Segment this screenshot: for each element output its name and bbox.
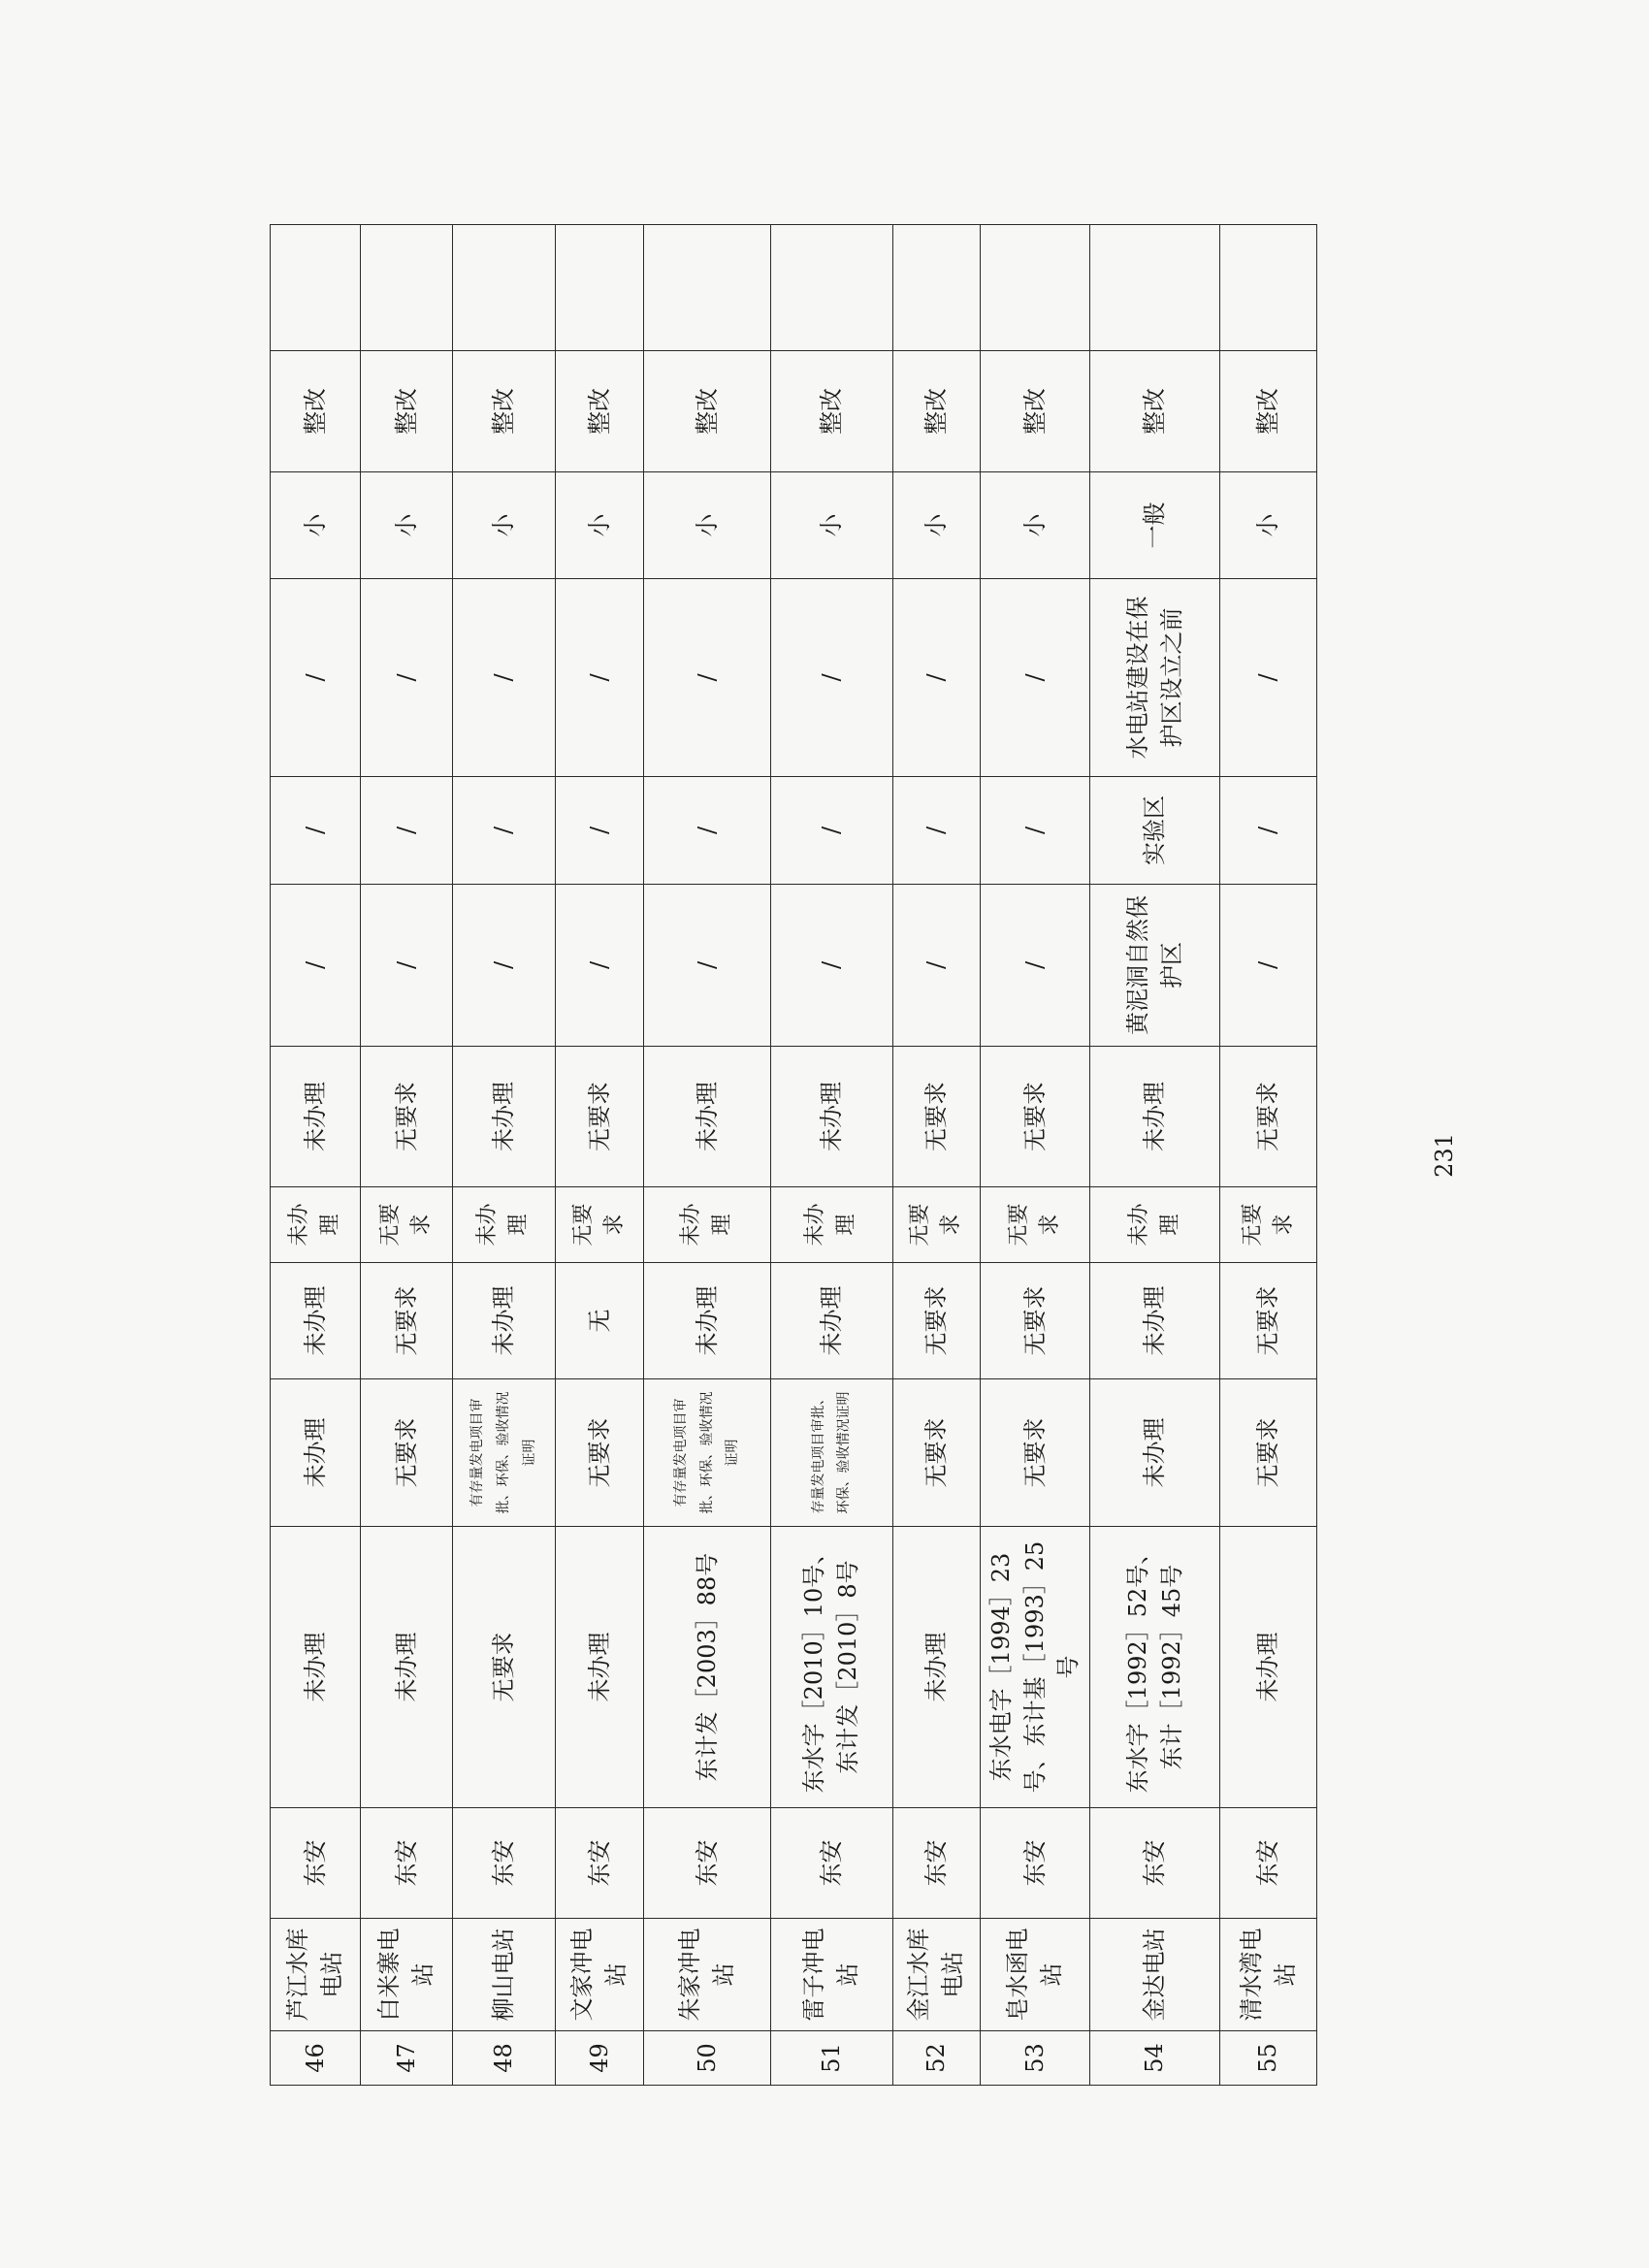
station-name: 皂水函电站 <box>980 1919 1090 2031</box>
env-assessment: 未办理 <box>770 1263 892 1379</box>
generation-permit: 有存量发电项目审批、环保、验收情况证明 <box>452 1379 555 1527</box>
remark: / <box>1220 579 1317 777</box>
page-number: 231 <box>1430 1133 1458 1178</box>
water-permit: 无要求 <box>892 1047 980 1187</box>
protected-area: / <box>1220 885 1317 1047</box>
zone: / <box>892 777 980 885</box>
county: 东安 <box>271 1808 361 1919</box>
county: 东安 <box>980 1808 1090 1919</box>
water-permit: 无要求 <box>555 1047 643 1187</box>
action: 整改 <box>770 351 892 472</box>
action: 整改 <box>892 351 980 472</box>
approval-document: 东水字［2010］10号、东计发［2010］8号 <box>770 1527 892 1808</box>
station-name: 文家冲电站 <box>555 1919 643 2031</box>
remark: / <box>644 579 771 777</box>
remark: / <box>452 579 555 777</box>
scale: 小 <box>892 472 980 579</box>
note <box>452 225 555 351</box>
approval-document: 未办理 <box>555 1527 643 1808</box>
action: 整改 <box>644 351 771 472</box>
note <box>644 225 771 351</box>
generation-permit: 无要求 <box>980 1379 1090 1527</box>
approval-document: 未办理 <box>1220 1527 1317 1808</box>
county: 东安 <box>452 1808 555 1919</box>
water-permit: 无要求 <box>1220 1047 1317 1187</box>
action: 整改 <box>555 351 643 472</box>
water-permit: 无要求 <box>361 1047 452 1187</box>
env-assessment: 未办理 <box>271 1263 361 1379</box>
zone: / <box>361 777 452 885</box>
approval-document: 无要求 <box>452 1527 555 1808</box>
action: 整改 <box>452 351 555 472</box>
remark: / <box>361 579 452 777</box>
scale: 小 <box>452 472 555 579</box>
note <box>892 225 980 351</box>
row-number: 47 <box>361 2031 452 2086</box>
env-acceptance: 未办理 <box>644 1187 771 1263</box>
row-number: 52 <box>892 2031 980 2086</box>
row-number: 51 <box>770 2031 892 2086</box>
remark: / <box>980 579 1090 777</box>
station-name: 柳山电站 <box>452 1919 555 2031</box>
scale: 小 <box>644 472 771 579</box>
county: 东安 <box>770 1808 892 1919</box>
row-number: 53 <box>980 2031 1090 2086</box>
note <box>271 225 361 351</box>
env-acceptance: 未办理 <box>1090 1187 1220 1263</box>
env-assessment: 无要求 <box>980 1263 1090 1379</box>
table-row <box>980 225 1090 2086</box>
remark: / <box>555 579 643 777</box>
row-number: 50 <box>644 2031 771 2086</box>
station-name: 清水湾电站 <box>1220 1919 1317 2031</box>
env-assessment: 无要求 <box>361 1263 452 1379</box>
generation-permit: 无要求 <box>555 1379 643 1527</box>
protected-area: / <box>892 885 980 1047</box>
water-permit: 未办理 <box>644 1047 771 1187</box>
action: 整改 <box>1220 351 1317 472</box>
action: 整改 <box>361 351 452 472</box>
station-name: 朱家冲电站 <box>644 1919 771 2031</box>
note <box>555 225 643 351</box>
hydropower-station-table <box>270 224 1317 2086</box>
county: 东安 <box>555 1808 643 1919</box>
zone: 实验区 <box>1090 777 1220 885</box>
note <box>361 225 452 351</box>
row-number: 55 <box>1220 2031 1317 2086</box>
zone: / <box>644 777 771 885</box>
zone: / <box>555 777 643 885</box>
table-row <box>892 225 980 2086</box>
zone: / <box>980 777 1090 885</box>
table-row <box>1220 225 1317 2086</box>
scale: 小 <box>271 472 361 579</box>
env-acceptance: 无要求 <box>980 1187 1090 1263</box>
protected-area: / <box>271 885 361 1047</box>
protected-area: / <box>770 885 892 1047</box>
action: 整改 <box>980 351 1090 472</box>
table-row <box>770 225 892 2086</box>
water-permit: 无要求 <box>980 1047 1090 1187</box>
env-assessment: 无要求 <box>892 1263 980 1379</box>
env-acceptance: 未办理 <box>271 1187 361 1263</box>
water-permit: 未办理 <box>1090 1047 1220 1187</box>
remark: / <box>271 579 361 777</box>
action: 整改 <box>1090 351 1220 472</box>
env-acceptance: 未办理 <box>452 1187 555 1263</box>
env-acceptance: 未办理 <box>770 1187 892 1263</box>
action: 整改 <box>271 351 361 472</box>
generation-permit: 无要求 <box>892 1379 980 1527</box>
row-number: 48 <box>452 2031 555 2086</box>
station-name: 白米寨电站 <box>361 1919 452 2031</box>
env-assessment: 未办理 <box>452 1263 555 1379</box>
county: 东安 <box>1220 1808 1317 1919</box>
generation-permit: 无要求 <box>361 1379 452 1527</box>
zone: / <box>770 777 892 885</box>
protected-area: / <box>555 885 643 1047</box>
row-number: 49 <box>555 2031 643 2086</box>
station-name: 金达电站 <box>1090 1919 1220 2031</box>
approval-document: 未办理 <box>361 1527 452 1808</box>
table-row <box>644 225 771 2086</box>
env-acceptance: 无要求 <box>555 1187 643 1263</box>
row-number: 46 <box>271 2031 361 2086</box>
approval-document: 未办理 <box>271 1527 361 1808</box>
protected-area: 黄泥洞自然保护区 <box>1090 885 1220 1047</box>
protected-area: / <box>644 885 771 1047</box>
scale: 小 <box>555 472 643 579</box>
protected-area: / <box>361 885 452 1047</box>
station-name: 雷子冲电站 <box>770 1919 892 2031</box>
county: 东安 <box>892 1808 980 1919</box>
note <box>1090 225 1220 351</box>
county: 东安 <box>1090 1808 1220 1919</box>
approval-document: 东水字［1992］52号、东计［1992］45号 <box>1090 1527 1220 1808</box>
water-permit: 未办理 <box>770 1047 892 1187</box>
remark: / <box>770 579 892 777</box>
county: 东安 <box>361 1808 452 1919</box>
note <box>770 225 892 351</box>
env-acceptance: 无要求 <box>892 1187 980 1263</box>
approval-document: 东水电字［1994］23号、东计基［1993］25号 <box>980 1527 1090 1808</box>
scale: 小 <box>770 472 892 579</box>
scale: 一般 <box>1090 472 1220 579</box>
water-permit: 未办理 <box>271 1047 361 1187</box>
row-number: 54 <box>1090 2031 1220 2086</box>
table-row <box>361 225 452 2086</box>
env-assessment: 无 <box>555 1263 643 1379</box>
scale: 小 <box>980 472 1090 579</box>
table-row <box>452 225 555 2086</box>
generation-permit: 无要求 <box>1220 1379 1317 1527</box>
generation-permit: 未办理 <box>271 1379 361 1527</box>
approval-document: 东计发［2003］88号 <box>644 1527 771 1808</box>
generation-permit: 未办理 <box>1090 1379 1220 1527</box>
scale: 小 <box>1220 472 1317 579</box>
note <box>1220 225 1317 351</box>
remark: 水电站建设在保护区设立之前 <box>1090 579 1220 777</box>
scale: 小 <box>361 472 452 579</box>
generation-permit: 有存量发电项目审批、环保、验收情况证明 <box>644 1379 771 1527</box>
table-row <box>1090 225 1220 2086</box>
env-acceptance: 无要求 <box>1220 1187 1317 1263</box>
station-name: 芦江水库电站 <box>271 1919 361 2031</box>
protected-area: / <box>452 885 555 1047</box>
table-row <box>271 225 361 2086</box>
zone: / <box>1220 777 1317 885</box>
zone: / <box>452 777 555 885</box>
protected-area: / <box>980 885 1090 1047</box>
county: 东安 <box>644 1808 771 1919</box>
table-row <box>555 225 643 2086</box>
approval-document: 未办理 <box>892 1527 980 1808</box>
zone: / <box>271 777 361 885</box>
env-assessment: 未办理 <box>644 1263 771 1379</box>
rotated-table-block <box>270 225 1317 2086</box>
env-assessment: 无要求 <box>1220 1263 1317 1379</box>
water-permit: 未办理 <box>452 1047 555 1187</box>
station-name: 金江水库电站 <box>892 1919 980 2031</box>
env-assessment: 未办理 <box>1090 1263 1220 1379</box>
env-acceptance: 无要求 <box>361 1187 452 1263</box>
generation-permit: 存量发电项目审批、环保、验收情况证明 <box>770 1379 892 1527</box>
remark: / <box>892 579 980 777</box>
note <box>980 225 1090 351</box>
